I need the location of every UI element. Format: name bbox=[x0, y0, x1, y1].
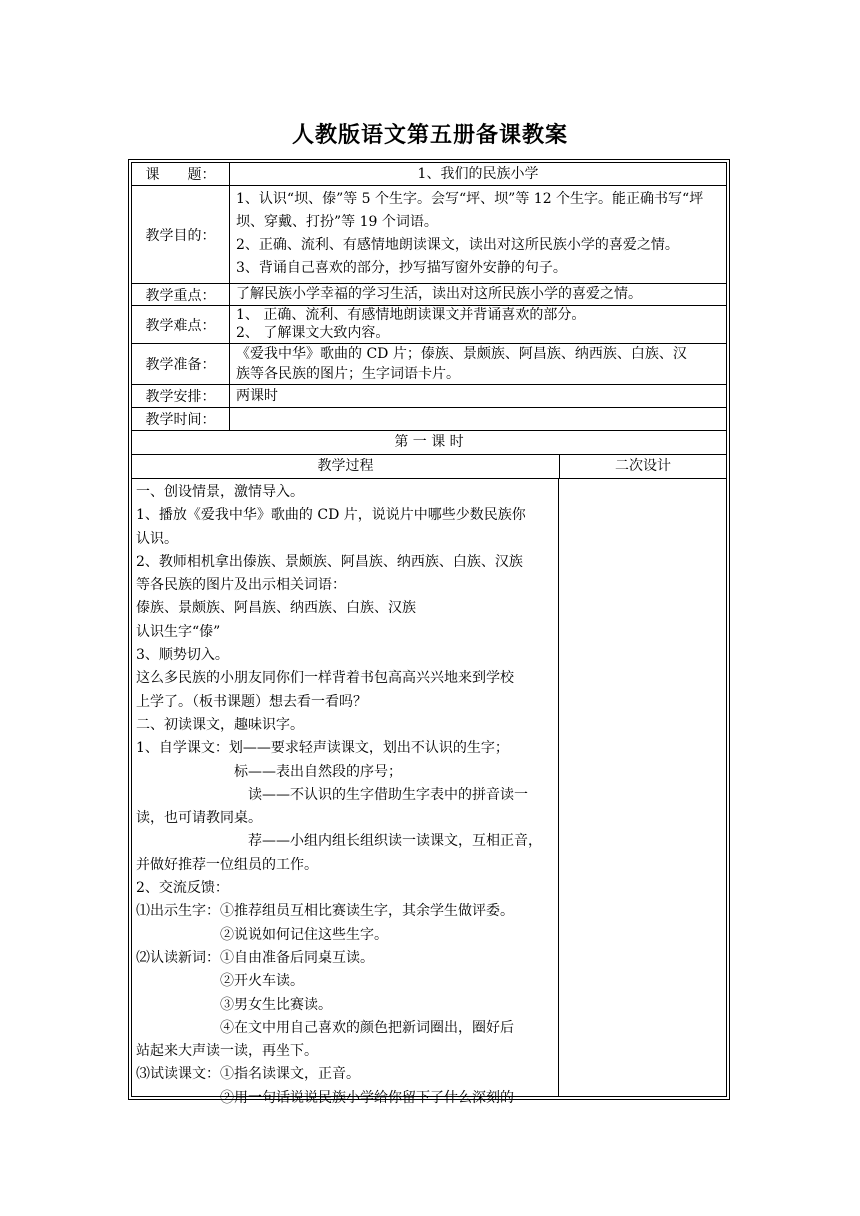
goal-line: 2、正确、流利、有感情地朗读课文，读出对这所民族小学的喜爱之情。 bbox=[236, 237, 679, 253]
goal-value bbox=[230, 186, 726, 283]
process-line: ②说说如何记住这些生字。 bbox=[136, 926, 388, 943]
topic-row bbox=[132, 163, 726, 186]
key-row bbox=[132, 284, 726, 306]
process-line: 读——不认识的生字借助生字表中的拼音读一 bbox=[136, 786, 528, 803]
process-line: ⑶试读课文：①指名读课文，正音。 bbox=[136, 1066, 360, 1083]
goal-line: 坝、穿戴、打扮”等 19 个词语。 bbox=[236, 214, 438, 230]
process-column-header: 教学过程 bbox=[132, 455, 560, 478]
prep-line: 《爱我中华》歌曲的 CD 片；傣族、景颇族、阿昌族、纳西族、白族、汉 bbox=[236, 346, 687, 362]
process-line: ③男女生比赛读。 bbox=[136, 996, 332, 1013]
process-line: 并做好推荐一位组员的工作。 bbox=[136, 856, 318, 873]
process-line: 这么多民族的小朋友同你们一样背着书包高高兴兴地来到学校 bbox=[136, 670, 514, 687]
lesson-plan-table bbox=[128, 159, 730, 1106]
process-line: 2、交流反馈： bbox=[136, 880, 229, 897]
process-line: ②用一句话说说民族小学给你留下了什么深刻的 bbox=[136, 1089, 514, 1106]
process-line: ⑵认读新词：①自由准备后同桌互读。 bbox=[136, 949, 374, 966]
process-line: 1、播放《爱我中华》歌曲的 CD 片，说说片中哪些少数民族你 bbox=[136, 507, 526, 524]
section-heading: 第 一 课 时 bbox=[132, 431, 726, 455]
document-title: 人教版语文第五册备课教案 bbox=[291, 123, 568, 148]
process-line: 一、创设情景，激情导入。 bbox=[136, 484, 304, 500]
time-label: 教学时间： bbox=[132, 408, 230, 430]
difficult-value bbox=[230, 306, 726, 343]
key-value: 了解民族小学幸福的学习生活，读出对这所民族小学的喜爱之情。 bbox=[236, 286, 642, 302]
key-label: 教学重点： bbox=[132, 284, 230, 305]
goal-label: 教学目的： bbox=[132, 186, 230, 283]
difficult-label: 教学难点： bbox=[132, 306, 230, 343]
prep-line: 族等各民族的图片；生字词语卡片。 bbox=[236, 366, 460, 382]
second-design-column-header: 二次设计 bbox=[615, 458, 671, 474]
process-line: 等各民族的图片及出示相关词语： bbox=[136, 577, 346, 594]
process-line: 荐——小组内组长组织读一读课文，互相正音， bbox=[136, 833, 542, 850]
difficult-row bbox=[132, 306, 726, 344]
goal-row bbox=[132, 186, 726, 284]
process-line: 傣族、景颇族、阿昌族、纳西族、白族、汉族 bbox=[136, 600, 416, 617]
difficult-line: 1、 正确、流利、有感情地朗读课文并背诵喜欢的部分。 bbox=[236, 307, 586, 323]
process-line: 二、初读课文，趣味识字。 bbox=[136, 716, 304, 733]
goal-line: 3、背诵自己喜欢的部分，抄写描写窗外安静的句子。 bbox=[236, 260, 567, 276]
prep-value bbox=[230, 344, 726, 384]
time-value bbox=[230, 408, 726, 430]
process-line: 认识。 bbox=[136, 530, 178, 547]
goal-line: 1、认识“坝、傣”等 5 个生字。会写“坪、坝”等 12 个生字。能正确书写“坪 bbox=[236, 191, 704, 207]
prep-row bbox=[132, 344, 726, 385]
arrange-value: 两课时 bbox=[236, 388, 278, 404]
process-line: ⑴出示生字：①推荐组员互相比赛读生字，其余学生做评委。 bbox=[136, 903, 514, 920]
arrange-label: 教学安排： bbox=[132, 385, 230, 407]
difficult-line: 2、 了解课文大致内容。 bbox=[236, 325, 390, 341]
process-line: 上学了。（板书课题）想去看一看吗？ bbox=[136, 693, 367, 710]
process-line: 2、教师相机拿出傣族、景颇族、阿昌族、纳西族、白族、汉族 bbox=[136, 553, 523, 570]
process-line: 站起来大声读一读，再坐下。 bbox=[136, 1043, 318, 1060]
process-line: 3、顺势切入。 bbox=[136, 647, 229, 664]
process-line: 读，也可请教同桌。 bbox=[136, 810, 262, 827]
topic-label: 课 题： bbox=[132, 163, 230, 185]
teaching-process bbox=[132, 479, 559, 1106]
process-line: ②开火车读。 bbox=[136, 973, 304, 990]
time-row bbox=[132, 408, 726, 431]
process-line: ④在文中用自己喜欢的颜色把新词圈出，圈好后 bbox=[136, 1019, 514, 1036]
topic-value: 1、我们的民族小学 bbox=[417, 166, 539, 182]
arrange-row bbox=[132, 385, 726, 408]
prep-label: 教学准备： bbox=[132, 344, 230, 384]
process-line: 认识生字“傣” bbox=[136, 623, 221, 640]
process-line: 标——表出自然段的序号； bbox=[136, 763, 402, 780]
process-line: 1、自学课文：划——要求轻声读课文，划出不认识的生字； bbox=[136, 740, 509, 757]
